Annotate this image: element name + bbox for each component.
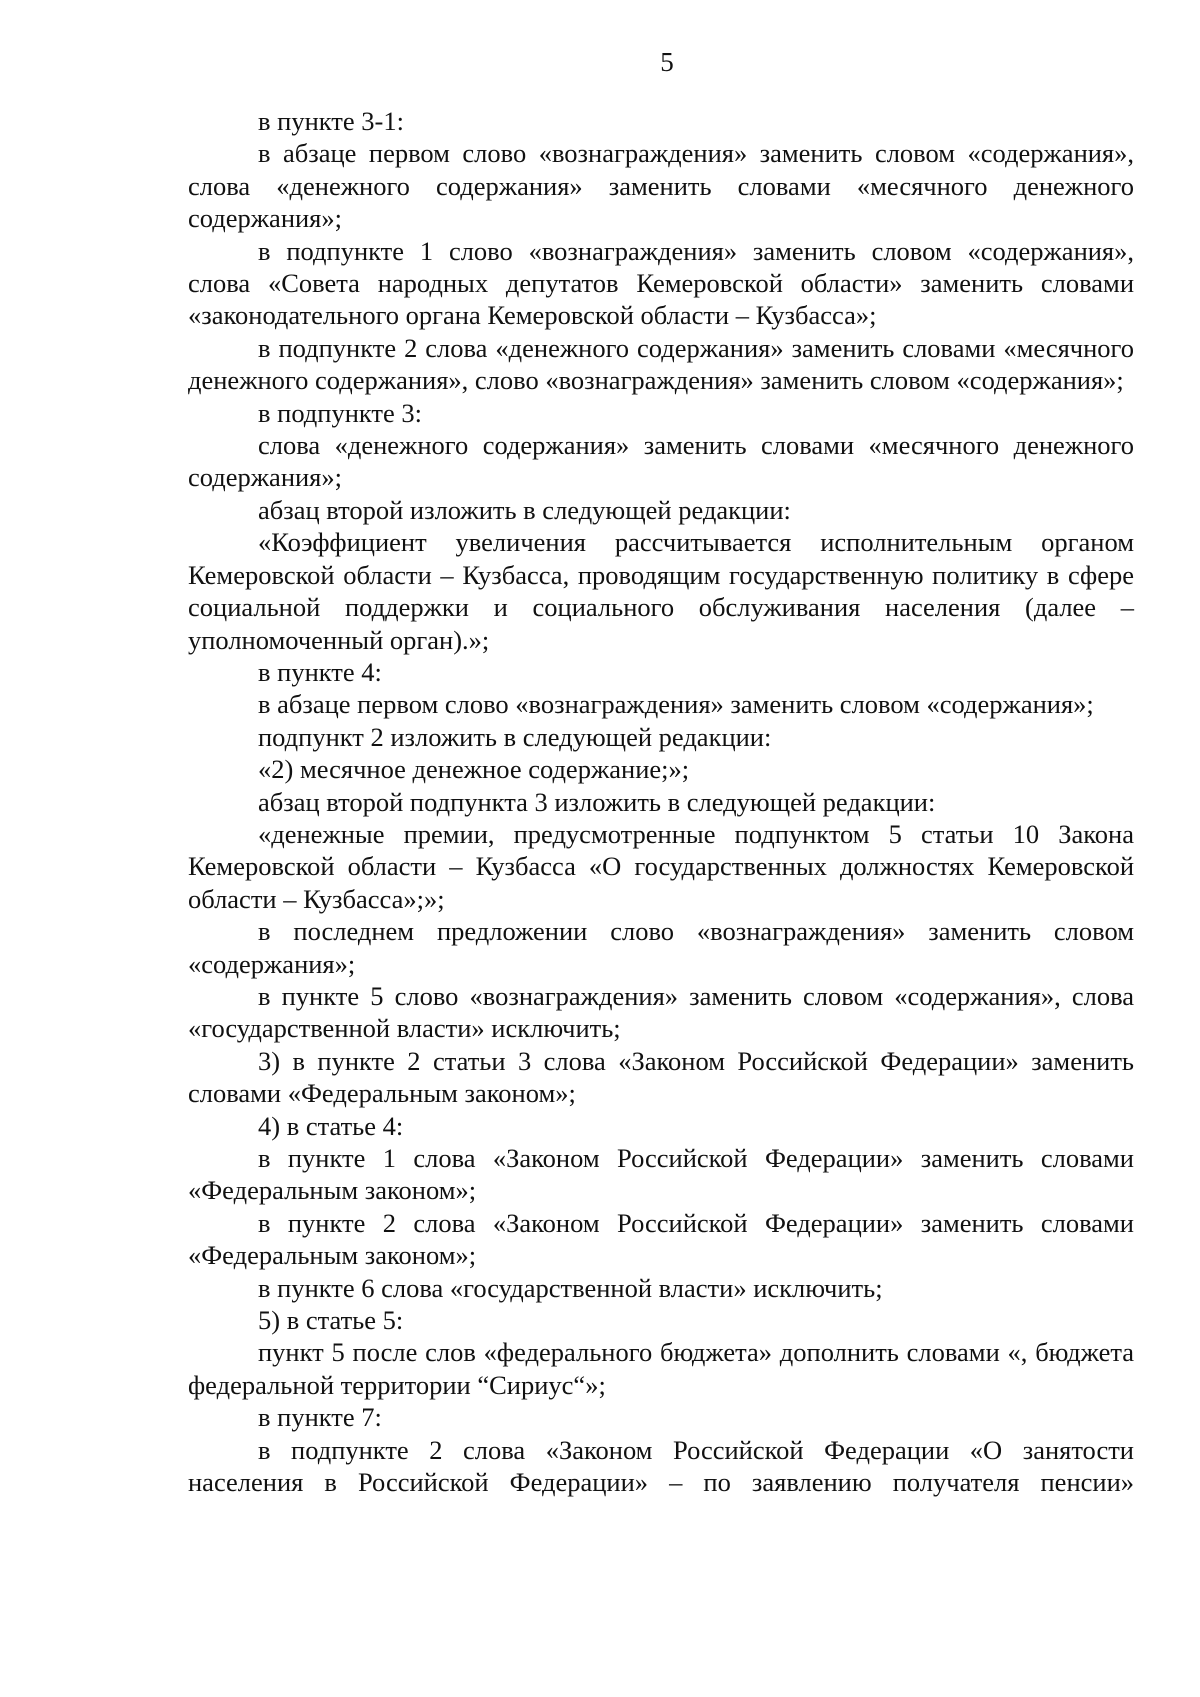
- paragraph: «денежные премии, предусмотренные подпунктом 5 статьи 10 Закона Кемеровской области – Кузбасса «О государственных должностях Кемеровской области – Кузбасса»;»;: [188, 818, 1134, 914]
- paragraph: в подпункте 2 слова «денежного содержания» заменить словами «месячного денежного содержания», слово «вознаграждения» заменить словом «содержания»;: [188, 332, 1134, 396]
- paragraph: абзац второй подпункта 3 изложить в следующей редакции:: [258, 786, 936, 817]
- document-body: [188, 105, 1134, 1498]
- paragraph: в последнем предложении слово «вознаграждения» заменить словом «содержания»;: [188, 916, 1134, 979]
- paragraph: 4) в статье 4:: [258, 1110, 404, 1141]
- paragraph: в подпункте 2 слова «Законом Российской Федерации «О занятости населения в Российской Федерации» – по заявлению получателя пенсии»: [188, 1434, 1134, 1498]
- paragraph: «2) месячное денежное содержание;»;: [258, 754, 690, 785]
- paragraph: в подпункте 1 слово «вознаграждения» заменить словом «содержания», слова «Совета народных депутатов Кемеровской области» заменить словами «законодательного органа Кемеровской области – Кузбасса»;: [188, 235, 1134, 331]
- paragraph: в абзаце первом слово «вознаграждения» заменить словом «содержания», слова «денежного содержания» заменить словами «месячного денежного содержания»;: [188, 138, 1134, 234]
- paragraph: в пункте 6 слова «государственной власти» исключить;: [258, 1272, 883, 1303]
- paragraph: 3) в пункте 2 статьи 3 слова «Законом Российской Федерации» заменить словами «Федеральным законом»;: [188, 1045, 1134, 1109]
- paragraph: слова «денежного содержания» заменить словами «месячного денежного содержания»;: [188, 430, 1134, 493]
- paragraph: в подпункте 3:: [258, 397, 423, 428]
- page-number: 5: [660, 47, 674, 77]
- paragraph: в пункте 7:: [258, 1402, 382, 1433]
- paragraph: в абзаце первом слово «вознаграждения» заменить словом «содержания»;: [258, 689, 1094, 720]
- paragraph: в пункте 2 слова «Законом Российской Федерации» заменить словами «Федеральным законом»;: [188, 1207, 1134, 1271]
- paragraph: пункт 5 после слов «федерального бюджета» дополнить словами «, бюджета федеральной территории “Сириус“»;: [188, 1337, 1134, 1400]
- paragraph: в пункте 5 слово «вознаграждения» заменить словом «содержания», слова «государственной власти» исключить;: [188, 980, 1134, 1044]
- paragraph: в пункте 4:: [258, 656, 382, 687]
- paragraph: подпункт 2 изложить в следующей редакции:: [258, 721, 772, 752]
- paragraph: абзац второй изложить в следующей редакции:: [258, 494, 791, 525]
- paragraph: 5) в статье 5:: [258, 1305, 404, 1336]
- paragraph: в пункте 3-1:: [258, 106, 404, 136]
- paragraph: в пункте 1 слова «Законом Российской Федерации» заменить словами «Федеральным законом»;: [188, 1143, 1134, 1206]
- paragraph: «Коэффициент увеличения рассчитывается исполнительным органом Кемеровской области – Кузбасса, проводящим государственную политику в сфере социальной поддержки и социального обслуживания населения (далее – уполномоченный орган).»;: [188, 527, 1134, 655]
